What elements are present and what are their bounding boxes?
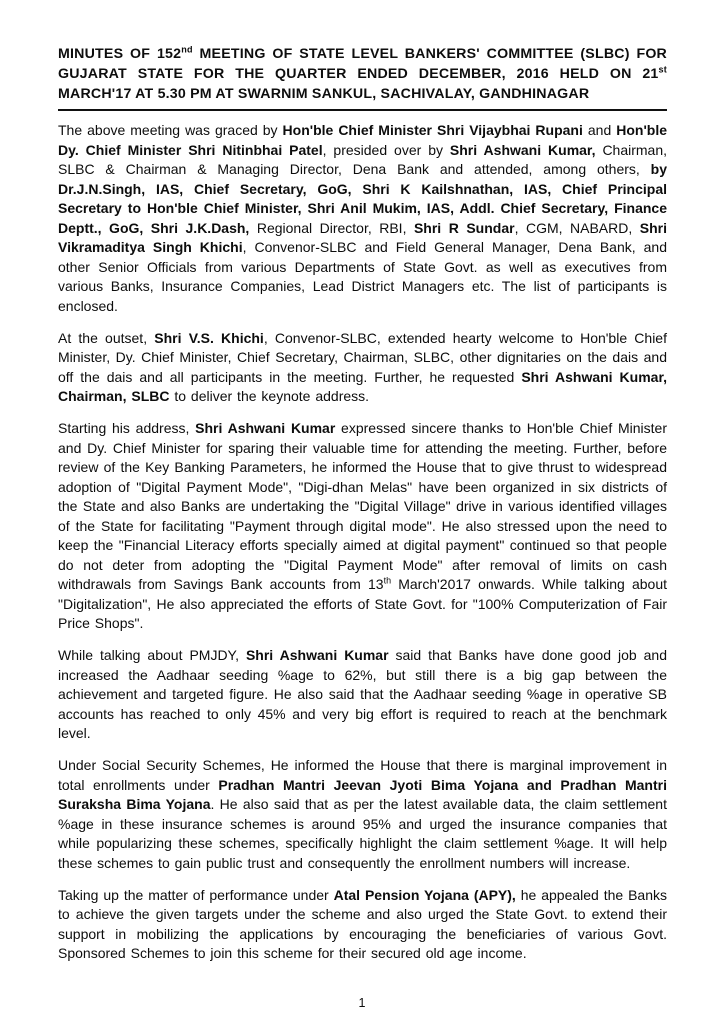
paragraph-attendees — [58, 121, 667, 316]
text-run: The above meeting was graced by — [58, 122, 283, 138]
text-run: , Convenor-SLBC, extended hearty welcome to Hon'ble Chief Minister, Dy. Chief Minister, Chief Secretary, Chairman, SLBC, other dignitaries on the dais and off the dais and all participants in the meeting. Further, he requested — [58, 329, 667, 385]
text-run: , CGM, NABARD, — [514, 219, 640, 236]
paragraph-social-security — [58, 756, 667, 873]
text-run: Pradhan Mantri Jeevan Jyoti Bima Yojana and Pradhan Mantri Suraksha Bima Yojana — [58, 776, 667, 812]
text-run: expressed sincere thanks to Hon'ble Chief Minister and Dy. Chief Minister for sparing their valuable time for attending the meeting. Further, before review of the Key Banking Parameters, he informed the House that to give thrust to widespread adoption of "Digital Payment Mode", "Digi-dhan Melas" have been organized in six districts of the State and also Banks are undertaking the "Digital Village" drive in various identified villages of the State for facilitating "Payment through digital mode". He also stressed upon the need to keep the "Financial Literacy efforts specially aimed at digital payment" continued so that people do not deter from adopting the "Digital Payment Mode" after removal of limits on cash withdrawals from Savings Bank accounts from 13 — [58, 420, 668, 592]
text-run: Shri Ashwani Kumar — [195, 420, 336, 436]
text-run: said that Banks have done good job and increased the Aadhaar seeding %age to 62%, but still there is a big gap between the achievement and targeted figure. He also said that the Aadhaar seeding %age in operative SB accounts has reached to only 45% and very big effort is required to reach at the benchmark level. — [58, 647, 668, 741]
paragraph-apy — [58, 886, 667, 964]
document-title — [58, 44, 667, 111]
page-number: 1 — [358, 996, 366, 1010]
text-run: Shri Ashwani Kumar, — [449, 141, 596, 158]
text-run: Shri R Sundar — [413, 219, 515, 236]
text-run: to deliver the keynote address. — [169, 388, 370, 404]
text-run: and — [582, 122, 617, 138]
text-run: . He also said that as per the latest available data, the claim settlement %age in these insurance schemes is around 95% and urged the insurance companies that while popularizing these schemes, specifically highlight the claim settlement %age. It will help these schemes to gain public trust and consequently the enrollment numbers will increase. — [58, 796, 667, 871]
text-run: nd — [181, 44, 193, 55]
text-run: March'2017 onwards. While talking about "Digitalization", He also appreciated the efforts of State Govt. for "100% Computerization of Fair Price Shops". — [58, 576, 667, 631]
text-run: Taking up the matter of performance under — [58, 886, 334, 903]
paragraph-welcome — [58, 329, 667, 407]
text-run: At the outset, — [58, 329, 155, 346]
text-run: Atal Pension Yojana (APY), — [333, 886, 516, 903]
text-run: he appealed the Banks to achieve the given targets under the scheme and also urged the State Govt. to extend their support in mobilizing the applications by encouraging the beneficiaries of various Govt. Sponsored Schemes to join this scheme for their secured old age income. — [58, 886, 668, 961]
text-run: Hon'ble Chief Minister Shri Vijaybhai Rupani — [282, 122, 583, 138]
text-run: Regional Director, RBI, — [249, 219, 414, 236]
text-run: Shri Ashwani Kumar, Chairman, SLBC — [58, 368, 668, 404]
text-run: Under Social Security Schemes, He informed the House that there is marginal improvement in total enrollments under — [58, 757, 667, 793]
text-run: th — [383, 575, 392, 586]
text-run: , Convenor-SLBC and Field General Manager, Dena Bank, and other Senior Officials from various Departments of State Govt. as well as executives from various Banks, Insurance Companies, Lead District Managers etc. The list of participants is enclosed. — [58, 239, 667, 314]
text-run: by Dr.J.N.Singh, IAS, Chief Secretary, GoG, Shri K Kailshnathan, IAS, Chief Principal Secretary to Hon'ble Chief Minister, Shri Anil Mukim, IAS, Addl. Chief Secretary, Finance Deptt., GoG, Shri J.K.Dash, — [58, 161, 667, 236]
text-run: MARCH'17 AT 5.30 PM AT SWARNIM SANKUL, SACHIVALAY, GANDHINAGAR — [58, 86, 590, 102]
text-run: Chairman, SLBC & Chairman & Managing Director, Dena Bank and attended, among others, — [58, 141, 668, 177]
text-run: Shri Ashwani Kumar — [245, 647, 389, 663]
text-run: , presided over by — [322, 141, 450, 158]
text-run: Shri Vikramaditya Singh Khichi — [58, 219, 667, 255]
text-run: st — [658, 64, 667, 75]
text-run: Starting his address, — [58, 420, 196, 436]
text-run: MINUTES OF 152 — [58, 46, 182, 62]
text-run: MEETING OF STATE LEVEL BANKERS' COMMITTEE (SLBC) FOR GUJARAT STATE FOR THE QUARTER ENDED DECEMBER, 2016 HELD ON 21 — [58, 46, 668, 82]
paragraph-pmjdy — [58, 646, 667, 744]
text-run: Hon'ble Dy. Chief Minister Shri Nitinbhai Patel — [58, 122, 668, 158]
text-run: Shri V.S. Khichi — [154, 329, 264, 346]
paragraph-keynote-digital — [58, 419, 667, 634]
text-run: While talking about PMJDY, — [58, 647, 246, 663]
